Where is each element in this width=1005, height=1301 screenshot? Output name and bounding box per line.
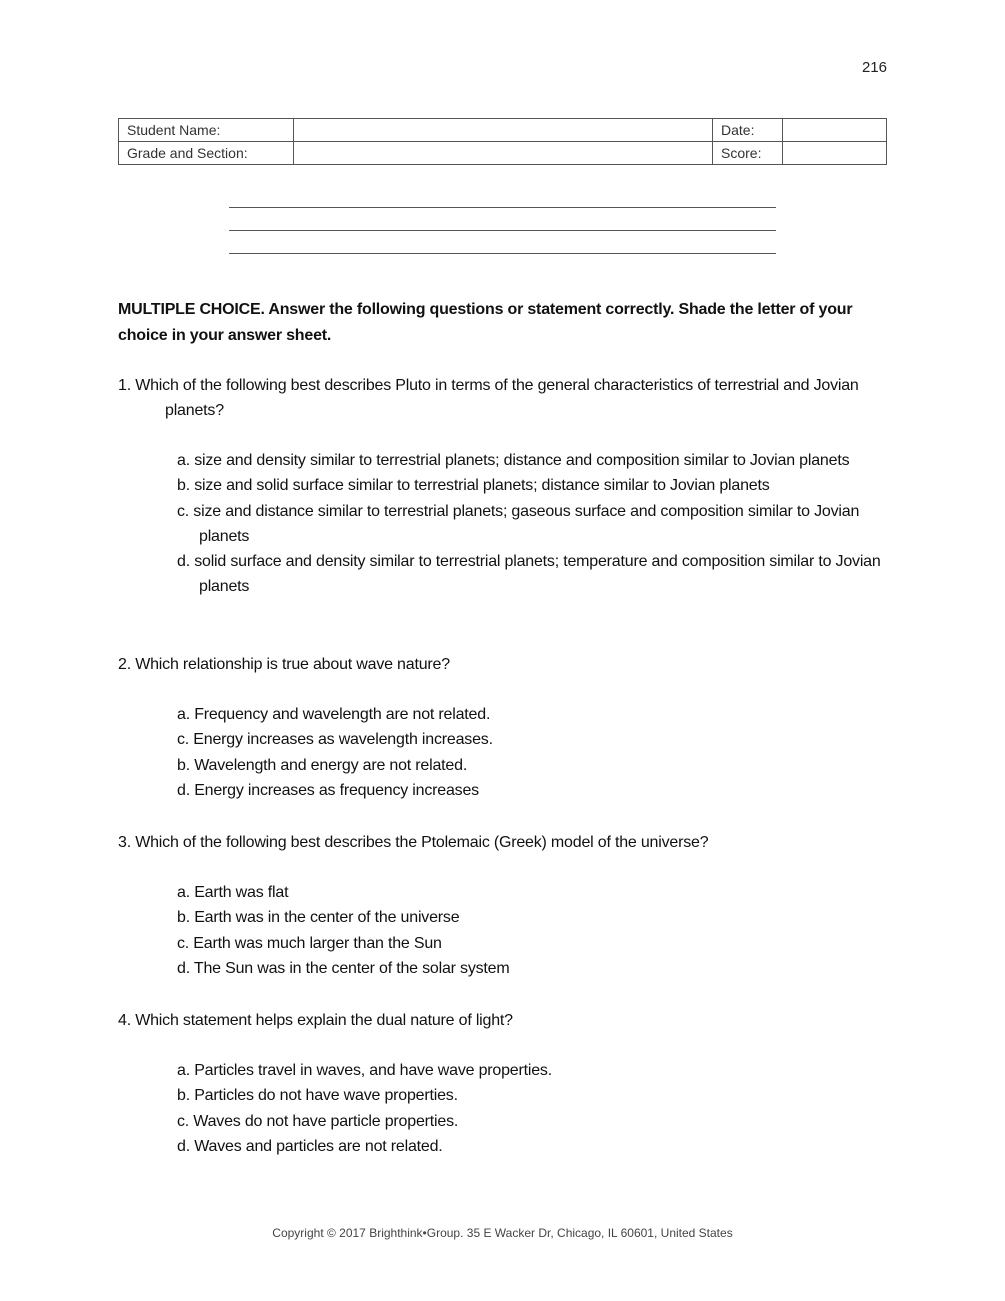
option-c: c. Earth was much larger than the Sun xyxy=(177,934,442,952)
blank-line xyxy=(229,230,776,231)
student-name-field[interactable] xyxy=(294,119,713,142)
options-list xyxy=(118,702,888,803)
option-d: d. solid surface and density similar to terrestrial planets; temperature and composition similar to Jovian planets xyxy=(177,553,881,596)
instructions: MULTIPLE CHOICE. Answer the following questions or statement correctly. Shade the letter of your choice in your answer sheet. xyxy=(118,301,853,344)
blank-line xyxy=(229,207,776,208)
question-text: 2. Which relationship is true about wave nature? xyxy=(118,656,450,673)
copyright-footer: Copyright © 2017 Brighthink•Group. 35 E Wacker Dr, Chicago, IL 60601, United States xyxy=(272,1226,733,1240)
options-list xyxy=(118,880,888,981)
option-a: a. Particles travel in waves, and have wave properties. xyxy=(177,1062,552,1079)
option-a: a. Frequency and wavelength are not related. xyxy=(177,706,491,723)
option-a: a. size and density similar to terrestrial planets; distance and composition similar to Jovian planets xyxy=(177,452,850,469)
page-number: 216 xyxy=(861,59,887,76)
score-field[interactable] xyxy=(783,142,887,165)
option-d: d. The Sun was in the center of the solar system xyxy=(177,959,510,977)
question-4 xyxy=(118,1008,888,1159)
options-list xyxy=(118,448,888,600)
blank-title-lines xyxy=(229,207,776,276)
option-c: c. Waves do not have particle properties. xyxy=(177,1112,459,1130)
question-text: 3. Which of the following best describes the Ptolemaic (Greek) model of the universe? xyxy=(118,834,709,851)
option-d: d. Waves and particles are not related. xyxy=(177,1137,443,1155)
option-b: b. Wavelength and energy are not related. xyxy=(177,756,468,774)
option-c: c. Energy increases as wavelength increases. xyxy=(177,731,493,749)
date-label: Date: xyxy=(713,119,783,142)
question-1 xyxy=(118,373,888,600)
question-3 xyxy=(118,830,888,981)
option-b: b. Earth was in the center of the universe xyxy=(177,909,460,927)
option-a: a. Earth was flat xyxy=(177,884,289,901)
option-b: b. size and solid surface similar to terrestrial planets; distance similar to Jovian planets xyxy=(177,477,770,495)
table-row xyxy=(119,142,887,165)
question-2 xyxy=(118,652,888,803)
options-list xyxy=(118,1058,888,1159)
student-name-label: Student Name: xyxy=(119,119,294,142)
question-text: 4. Which statement helps explain the dual nature of light? xyxy=(118,1012,513,1029)
question-text: 1. Which of the following best describes Pluto in terms of the general characteristics of terrestrial and Jovian planets? xyxy=(118,377,859,419)
option-c: c. size and distance similar to terrestrial planets; gaseous surface and composition similar to Jovian planets xyxy=(177,502,860,545)
grade-section-label: Grade and Section: xyxy=(119,142,294,165)
date-field[interactable] xyxy=(783,119,887,142)
table-row xyxy=(119,119,887,142)
option-d: d. Energy increases as frequency increases xyxy=(177,781,479,799)
blank-line xyxy=(229,253,776,254)
grade-section-field[interactable] xyxy=(294,142,713,165)
student-info-table xyxy=(118,118,887,165)
score-label: Score: xyxy=(713,142,783,165)
option-b: b. Particles do not have wave properties. xyxy=(177,1087,458,1105)
